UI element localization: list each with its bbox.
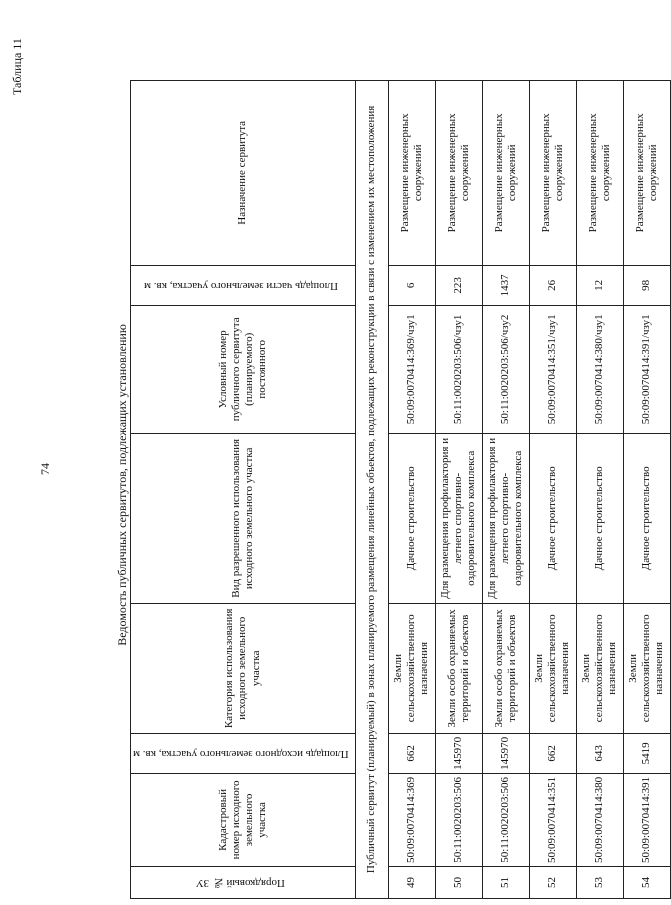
cell-purpose: Размещение инженерных сооружений [482,80,529,265]
table-row [388,80,435,898]
cell-area: 662 [388,733,435,773]
header-row [131,80,356,898]
cell-servitude: 50:09:0070414:380/чзу1 [576,305,623,433]
header-index-label: Порядковый № ЗУ [196,877,286,890]
cell-area: 145970 [482,733,529,773]
cell-use: Дачное строительство [388,433,435,603]
cell-num: 50 [435,867,482,899]
cell-category: Земли сельскохозяйственного назначения [576,603,623,733]
cell-cadastre: 50:09:0070414:351 [529,773,576,866]
cell-servitude: 50:09:0070414:351/чзу1 [529,305,576,433]
header-cell-index [131,867,356,899]
table-body [355,80,670,898]
page-number: 74 [38,463,52,475]
cell-category: Земли сельскохозяйственного назначения [388,603,435,733]
cell-category: Земли особо охраняемых территорий и объектов [435,603,482,733]
cell-num: 51 [482,867,529,899]
header-cell-use: Вид разрешенного использования исходного земельного участка [131,433,356,603]
cell-servitude: 50:09:0070414:369/чзу1 [388,305,435,433]
table-row [623,80,670,898]
cell-servitude: 50:11:0020203:506/чзу1 [435,305,482,433]
cell-purpose: Размещение инженерных сооружений [576,80,623,265]
cell-part-area: 1437 [482,265,529,305]
cell-cadastre: 50:09:0070414:369 [388,773,435,866]
cell-use: Дачное строительство [576,433,623,603]
cell-servitude: 50:11:0020203:506/чзу2 [482,305,529,433]
cell-cadastre: 50:11:0020203:506 [482,773,529,866]
table-header [131,80,356,898]
header-cell-cadastre: Кадастровый номер исходного земельного участка [131,773,356,866]
table-row [576,80,623,898]
cell-part-area: 12 [576,265,623,305]
cell-num: 54 [623,867,670,899]
cell-cadastre: 50:09:0070414:391 [623,773,670,866]
cell-part-area: 26 [529,265,576,305]
cell-num: 49 [388,867,435,899]
cell-part-area: 6 [388,265,435,305]
table-row [435,80,482,898]
servitude-table [130,80,671,899]
section-title: Публичный сервитут (планируемый) в зонах планируемого размещения линейных объектов, подлежащих реконструкции в связи с изменением их местоположения [355,80,388,898]
cell-purpose: Размещение инженерных сооружений [623,80,670,265]
header-cell-part-area [131,265,356,305]
cell-use: Для размещения профилактория и летнего спортивно-оздоровительного комплекса [435,433,482,603]
table-number: Таблица 11 [10,38,24,95]
cell-category: Земли особо охраняемых территорий и объектов [482,603,529,733]
cell-area: 643 [576,733,623,773]
section-row [355,80,388,898]
header-cell-area [131,733,356,773]
header-cell-purpose: Назначение сервитута [131,80,356,265]
table-row [482,80,529,898]
cell-purpose: Размещение инженерных сооружений [529,80,576,265]
cell-purpose: Размещение инженерных сооружений [435,80,482,265]
cell-use: Для размещения профилактория и летнего спортивно-оздоровительного комплекса [482,433,529,603]
cell-part-area: 223 [435,265,482,305]
cell-area: 145970 [435,733,482,773]
cell-cadastre: 50:11:0020203:506 [435,773,482,866]
cell-servitude: 50:09:0070414:391/чзу1 [623,305,670,433]
cell-category: Земли сельскохозяйственного назначения [529,603,576,733]
cell-part-area: 98 [623,265,670,305]
cell-purpose: Размещение инженерных сооружений [388,80,435,265]
header-cell-servitude: Условный номер публичного сервитута (планируемого) постоянного [131,305,356,433]
cell-cadastre: 50:09:0070414:380 [576,773,623,866]
table-row [529,80,576,898]
cell-num: 52 [529,867,576,899]
cell-use: Дачное строительство [623,433,670,603]
header-part-area-label: Площадь части земельного участка, кв. м [143,279,338,292]
header-area-label: Площадь исходного земельного участка, кв. м [133,747,349,760]
cell-num: 53 [576,867,623,899]
cell-area: 5419 [623,733,670,773]
header-cell-category: Категория использования исходного земельного участка [131,603,356,733]
cell-category: Земли сельскохозяйственного назначения [623,603,670,733]
cell-area: 662 [529,733,576,773]
cell-use: Дачное строительство [529,433,576,603]
table-title: Ведомость публичных сервитутов, подлежащих установлению [115,324,129,646]
